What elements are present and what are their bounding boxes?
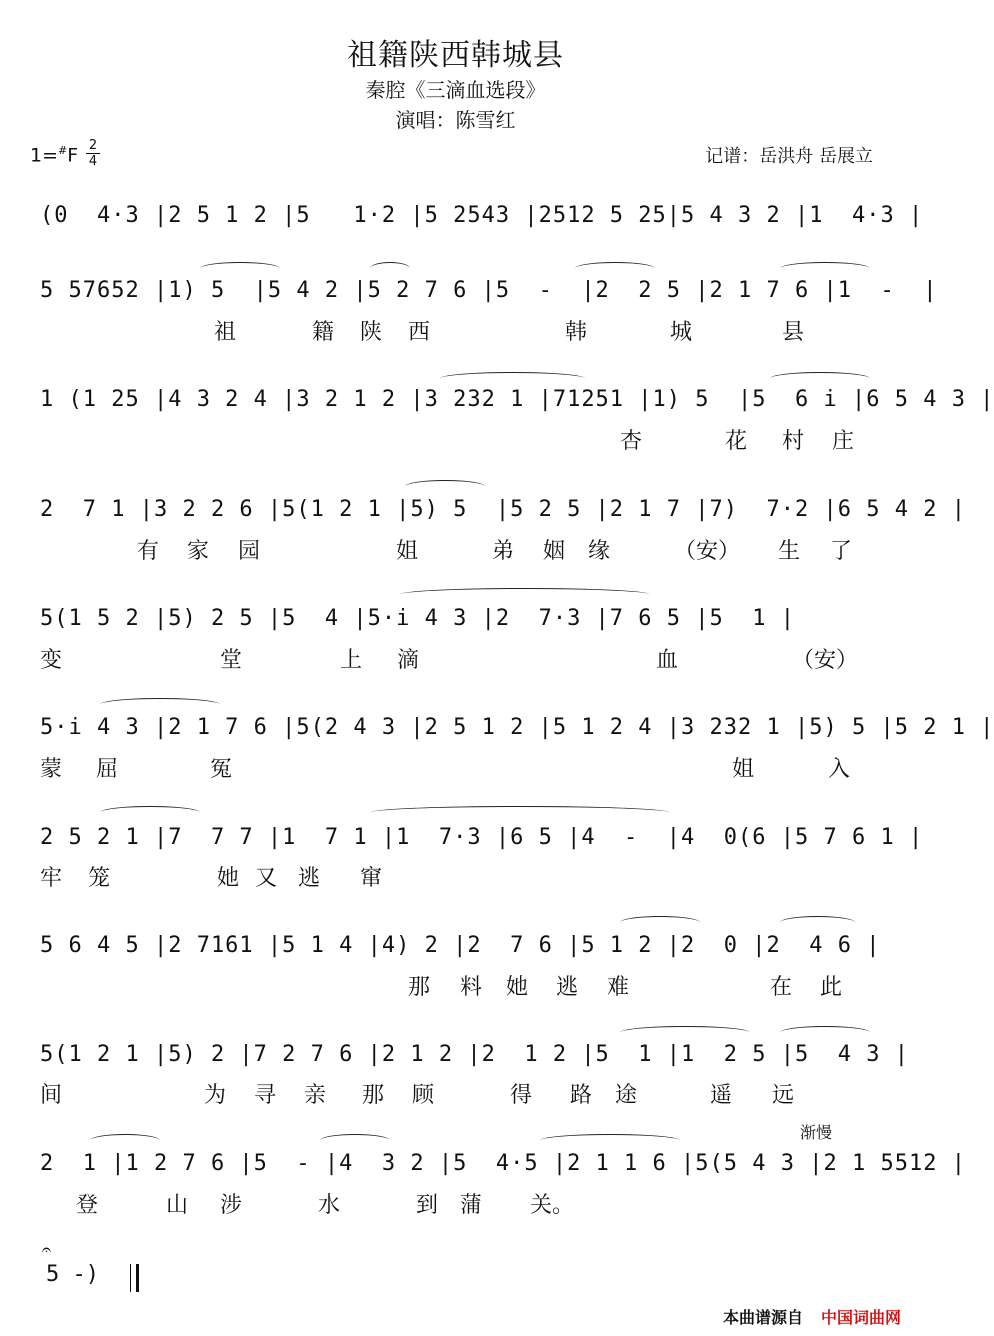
lyric: 村 (782, 429, 805, 454)
lyric: 牢 (40, 866, 63, 891)
lyric: 县 (782, 320, 805, 345)
lyric: 亲 (304, 1083, 327, 1108)
lyric: 姐 (396, 539, 419, 564)
slur (405, 480, 485, 493)
lyric: 缘 (588, 539, 611, 564)
lyric: 山 (166, 1193, 189, 1218)
notation-line: 2 5 2 1 |7 7 7 |1 7 1 |1 7·3 |6 5 |4 - |4 0(6 |5 7 6 1 | (40, 825, 924, 850)
lyric: 家 (187, 539, 210, 564)
score-system-6 (40, 712, 994, 752)
slur (780, 1026, 870, 1039)
notation-line: 5 6 4 5 |2 7161 |5 1 4 |4) 2 |2 7 6 |5 1 2 |2 0 |2 4 6 | (40, 933, 881, 958)
lyric: 城 (670, 320, 693, 345)
notation-line: 5(1 5 2 |5) 2 5 |5 4 |5·i 4 3 |2 7·3 |7 6 5 |5 1 | (40, 606, 795, 631)
slur (370, 262, 410, 275)
lyric: 寻 (254, 1083, 277, 1108)
lyric: 入 (828, 757, 851, 782)
lyric: 窜 (360, 866, 383, 891)
notation-line: 5(1 2 1 |5) 2 |7 2 7 6 |2 1 2 |2 1 2 |5 1 |1 2 5 |5 4 3 | (40, 1042, 909, 1067)
lyric: 姻 (543, 539, 566, 564)
lyrics-row-7 (40, 861, 875, 891)
tempo-mark: 渐慢 (800, 1123, 833, 1142)
lyric: 路 (570, 1083, 593, 1108)
lyric: 关。 (530, 1193, 575, 1218)
slur (320, 1134, 390, 1147)
score-system-2 (40, 275, 938, 315)
lyric: 滴 (397, 648, 420, 673)
notation-line: 5 57652 |1) 5 |5 4 2 |5 2 7 6 |5 - |2 2 5 |2 1 7 6 |1 - | (40, 278, 938, 303)
slur (400, 588, 650, 601)
lyrics-row-3 (40, 424, 875, 454)
source-text: 本曲谱源自 (722, 1308, 803, 1327)
lyric: 屈 (96, 757, 119, 782)
lyric: 遥 (710, 1083, 733, 1108)
slur (540, 1134, 680, 1147)
lyric: 韩 (565, 320, 588, 345)
lyric: 生 (778, 539, 801, 564)
lyrics-row-4 (40, 534, 875, 564)
score-system-4 (40, 494, 966, 534)
notation-line: 5·i 4 3 |2 1 7 6 |5(2 4 3 |2 5 1 2 |5 1 2 4 |3 232 1 |5) 5 |5 2 1 | (40, 715, 994, 740)
score-system-8 (40, 930, 881, 970)
score-system-9 (40, 1039, 909, 1079)
slur (780, 262, 870, 275)
lyric: 顾 (412, 1083, 435, 1108)
lyric: 花 (725, 429, 748, 454)
slur (370, 806, 670, 819)
lyrics-row-9 (40, 1078, 875, 1108)
slur (770, 372, 870, 385)
lyric: 蒙 (40, 757, 63, 782)
end-barline (130, 1264, 139, 1292)
lyric: 途 (615, 1083, 638, 1108)
notator-credit: 记谱：岳洪舟 岳展立 (705, 146, 873, 167)
lyric: 蒲 (460, 1193, 483, 1218)
lyric: 到 (416, 1193, 439, 1218)
lyric: 在 (770, 975, 793, 1000)
lyric: 上 (340, 648, 363, 673)
lyric: 那 (362, 1083, 385, 1108)
score-system-7 (40, 822, 924, 862)
score-system-3 (40, 384, 994, 424)
lyric: 西 (408, 320, 431, 345)
song-subtitle: 秦腔《三滴血选段》 (365, 78, 546, 102)
lyric: 堂 (220, 648, 243, 673)
slur (620, 1026, 750, 1039)
lyrics-row-5 (40, 643, 875, 673)
key-signature: 1=#F (30, 144, 79, 167)
lyric: 变 (40, 648, 63, 673)
slur (100, 806, 200, 819)
lyric: 为 (204, 1083, 227, 1108)
lyric: 水 (318, 1193, 341, 1218)
lyric: 庄 (832, 429, 855, 454)
lyric: 此 (820, 975, 843, 1000)
singer-credit: 演唱：陈雪红 (395, 108, 516, 132)
lyric: 了 (830, 539, 853, 564)
slur (620, 916, 700, 929)
notation-line: 2 1 |1 2 7 6 |5 - |4 3 2 |5 4·5 |2 1 1 6 |5(5 4 3 |2 1 5512 | (40, 1151, 966, 1176)
slur (575, 262, 655, 275)
notation-line: 1 (1 25 |4 3 2 4 |3 2 1 2 |3 232 1 |71251 |1) 5 |5 6 i |6 5 4 3 | (40, 387, 994, 412)
lyric: 笼 (88, 866, 111, 891)
lyric: 她 (506, 975, 529, 1000)
lyric: 弟 (492, 539, 515, 564)
lyrics-row-2 (40, 315, 875, 345)
score-system-1 (40, 200, 924, 240)
lyric: 祖 (214, 320, 237, 345)
score-system-10 (40, 1148, 966, 1188)
lyric: 她 (217, 866, 240, 891)
lyric: 逃 (556, 975, 579, 1000)
lyrics-row-6 (40, 752, 875, 782)
lyric: 间 (40, 1083, 63, 1108)
lyric: 有 (137, 539, 160, 564)
time-signature: 2 4 (86, 139, 100, 168)
lyric: 得 (510, 1083, 533, 1108)
lyric: 涉 (220, 1193, 243, 1218)
lyric: 料 (460, 975, 483, 1000)
lyric: 园 (238, 539, 261, 564)
site-link[interactable]: 中国词曲网 (820, 1308, 901, 1327)
score-system-5 (40, 603, 875, 643)
lyric: 逃 (298, 866, 321, 891)
lyric: 登 (76, 1193, 99, 1218)
notation-line: (0 4·3 |2 5 1 2 |5 1·2 |5 2543 |2512 5 25|5 4 3 2 |1 4·3 | (40, 203, 924, 228)
lyrics-row-8 (40, 970, 875, 1000)
notation-line: 2 7 1 |3 2 2 6 |5(1 2 1 |5) 5 |5 2 5 |2 1 7 |7) 7·2 |6 5 4 2 | (40, 497, 966, 522)
lyric: 那 (408, 975, 431, 1000)
lyric: （安） (792, 648, 859, 673)
footer-credit (723, 1305, 901, 1328)
lyric: 又 (255, 866, 278, 891)
lyric: 难 (607, 975, 630, 1000)
slur (780, 916, 855, 929)
lyric: （安） (674, 539, 741, 564)
lyric: 杏 (620, 429, 643, 454)
song-title: 祖籍陕西韩城县 (347, 38, 564, 73)
slur (200, 262, 280, 275)
fermata-icon: 𝄐 (42, 1240, 51, 1259)
final-measure: 5 -) (46, 1262, 99, 1287)
slur (100, 698, 220, 711)
lyric: 姐 (732, 757, 755, 782)
lyric: 血 (656, 648, 679, 673)
lyrics-row-10 (40, 1188, 875, 1218)
lyric: 陕 (360, 320, 383, 345)
slur (440, 372, 585, 385)
lyric: 冤 (210, 757, 233, 782)
slur (90, 1134, 160, 1147)
lyric: 籍 (312, 320, 335, 345)
lyric: 远 (772, 1083, 795, 1108)
